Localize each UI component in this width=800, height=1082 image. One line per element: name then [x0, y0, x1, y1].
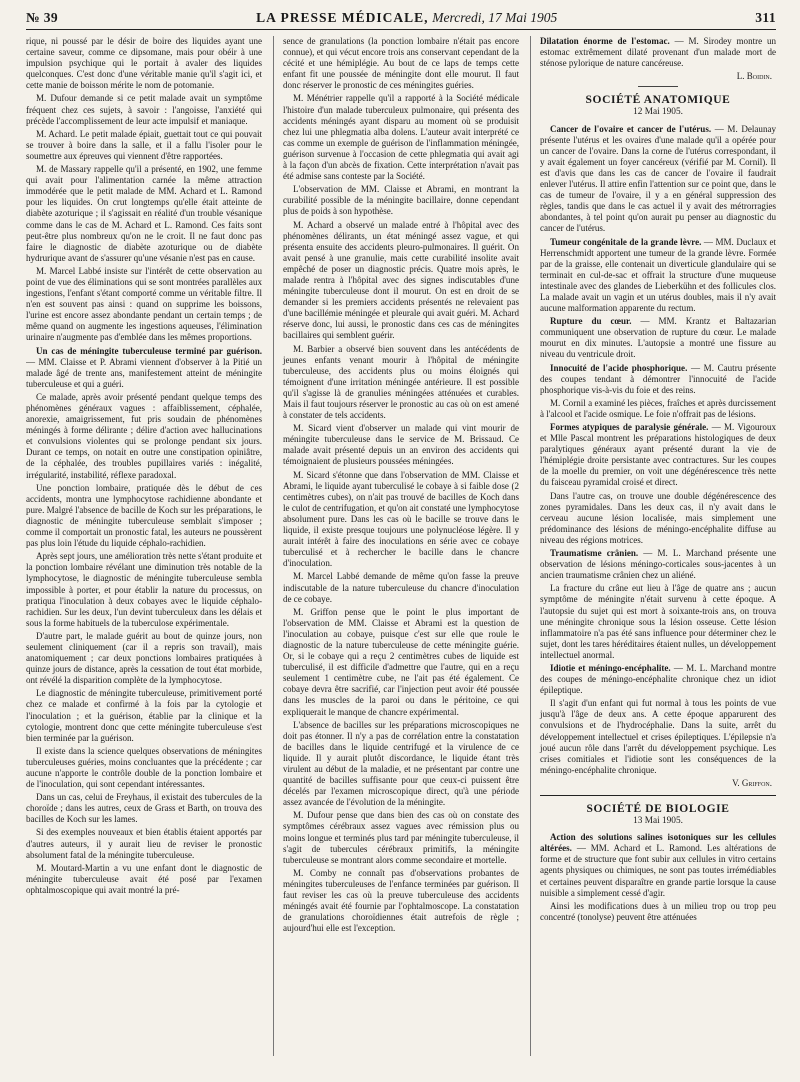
paragraph: Après sept jours, une amélioration très nette s'étant produite et la ponction lombaire révélant une diminution très notable de la lymphocytose, le diagnostic de méningite tuberculeuse sembla impossible à porter, et pour établir la nature du processus, on pratiqua l'inoculation à deux cobayes avec le liquide céphalo-rachidien. Sur les deux, l'un devint tuberculeux dans les délais et sous la forme habituels de la tuberculose expérimentale.	[26, 551, 262, 628]
signature: V. Griffon.	[732, 777, 772, 788]
section-paragraph	[540, 548, 776, 581]
paragraph: Une ponction lombaire, pratiquée dès le début de ces accidents, montra une lymphocytose rachidienne abondante et pure. Malgré l'absence de bacille de Koch sur les préparations, le diagnostic de méningite tuberculeuse semblait s'imposer ; comme il comportait un pronostic fatal, les auteurs ne poussèrent pas plus loin l'étude du liquide céphalo-rachidien.	[26, 482, 262, 549]
paragraph: Dans un cas, celui de Freyhaus, il existait des tubercules de la choroïde ; dans les autres, ceux de Grass et Barth, on trouva des bacilles de Koch sur les lames.	[26, 792, 262, 825]
paragraph-text: — M. L. Marchand montre des coupes de méningo-encéphalite chronique chez un idiot épileptique.	[540, 662, 776, 696]
paragraph-text: — M. Delaunay présente l'utérus et les ovaires d'une malade qu'il a opérée pour un cancer de l'ovaire. Dans la corne de l'utérus correspondant, il y avait également un foyer cancéreux (vérifié par M. Cornil). Il est d'avis que dans les cas de cancer de l'ovaire il faudrait enlever l'utérus. Il attire enfin l'attention sur ce point que, dans le cas de tumeur de l'ovaire, il y a en général suppression des règles, tandis que dans le cas actuel il y avait des métrorragies abondantes, à tel point qu'on aurait pu penser au diagnostic du cancer de l'utérus.	[540, 123, 776, 234]
paragraph: M. Sicard vient d'observer un malade qui vint mourir de méningite tuberculeuse dans le service de M. Brissaud. Ce malade avait présenté depuis un an environ des accidents qui témoignaient de plusieurs poussées méningées.	[283, 423, 519, 467]
paragraph: rique, ni poussé par le désir de boire des liquides ayant une certaine saveur, comme ce dipsomane, mais pour obéir à une impulsion psychique qui le portait à avaler des liquides quelconques. C'est donc d'une véritable manie qu'il s'agit ici, et cette manie de boisson mérite le nom de potomanie.	[26, 36, 262, 91]
paragraph: M. Griffon pense que le point le plus important de l'observation de MM. Claisse et Abrami est la question de l'inoculation au cobaye, puisque c'est sur elle que roule le diagnostic de la nature tuberculeuse de cette méningite guérie. Or, si le cobaye qui a reçu 2 centimètres cubes de liquide est tuberculisé, il est difficile d'admettre que l'autre, qui en a reçu seulement 1 centimètre cube, ne l'ait pas été également. Ce cobaye devra être sacrifié, car l'injection peut avoir été poussée dans les muscles de la paroi ou dans le péritoine, ce qui expliquerait le manque de chancre expérimental.	[283, 606, 519, 717]
paragraph: Le diagnostic de méningite tuberculeuse, primitivement porté chez ce malade et confirmé à la fois par la cytologie et l'inoculation ; et la guérison, établie par la clinique et la cytologie, montrent donc que cette méningite tuberculeuse s'est bien terminée par la guérison.	[26, 688, 262, 743]
section-paragraph	[540, 124, 776, 235]
paragraph: M. Cornil a examiné les pièces, fraîches et après durcissement à l'alcool et l'acide osmique. Le foie n'offrait pas de lésions.	[540, 397, 776, 419]
paragraph: L'absence de bacilles sur les préparations microscopiques ne doit pas étonner. Il n'y a pas de corrélation entre la constatation de bacilles dans le liquide centrifugé et la virulence de ce liquide. Il y aurait plutôt discordance, le liquide étant très virulent au début de la maladie, et ne présentant par contre une quantité de bacilles suffisante pour que ceux-ci puissent être décelés par l'examen microscopique direct, qu'à une période assez avancée de l'évolution de la méningite.	[283, 719, 519, 808]
section-paragraph	[540, 422, 776, 489]
paragraph: Ce malade, après avoir présenté pendant quelque temps des phénomènes généraux vagues : affaiblissement, céphalée, anorexie, amaigrissement, fut pris soudain de phénomènes méningés à forme délirante ; délire d'action avec hallucinations et convulsions violentes qui se prolonge pendant six jours. Durant ce temps, on notait en outre une constipation opiniâtre, de la céphalée, des troubles pupillaires variés : inégalité, irrégularité, instabilité, réflexe paradoxal.	[26, 391, 262, 480]
section-paragraph	[540, 237, 776, 315]
paragraph-text: — M. Sirodey montre un estomac extrêmement dilaté provenant d'un malade mort de sténose pylorique de nature cancéreuse.	[540, 36, 776, 69]
paragraph: L'observation de MM. Claisse et Abrami, en montrant la curabilité possible de la méningite bacillaire, donne cependant plus de poids à son hypothèse.	[283, 184, 519, 217]
paragraph: Si des exemples nouveaux et bien établis étaient apportés par d'autres auteurs, il y aurait lieu de reviser le pronostic absolument fatal de la méningite tuberculeuse.	[26, 827, 262, 860]
section-heading: Action des solutions salines isotoniques sur les cellules altérées.	[540, 832, 776, 854]
journal-title: LA PRESSE MÉDICALE,	[256, 10, 429, 25]
paragraph: M. Barbier a observé bien souvent dans les antécédents de jeunes enfants venant mourir à l'hôpital de méningite tuberculeuse, des accidents plus ou moins éloignés qui témoignent d'une irritation méningée antérieure. Il est possible qu'il s'agisse là de granulies méningées atténuées et curables. Mais il faut toujours réserver le pronostic au cas où on est amené à constater de tels accidents.	[283, 343, 519, 421]
section-heading: Cancer de l'ovaire et cancer de l'utérus.	[550, 123, 712, 134]
column-2	[273, 36, 519, 1056]
section-paragraph	[540, 36, 776, 69]
session-date: 12 Mai 1905.	[633, 107, 683, 118]
page-header	[26, 10, 776, 30]
section-heading: Formes atypiques de paralysie générale.	[550, 422, 709, 432]
columns	[26, 36, 776, 1056]
section-paragraph	[540, 663, 776, 696]
paragraph-text: — M. L. Marchand présente une observation de lésions méningo-corticales sous-jacentes à un ancien traumatisme crânien chez un aliéné.	[540, 548, 776, 581]
paragraph: D'autre part, le malade guérit au bout de quinze jours, non seulement cliniquement (car il a repris son travail), mais anatomiquement ; car deux ponctions lombaires pratiquées à quinze jours de distance, après la cessation de tout état morbide, ont révélé la disparition complète de la lymphocytose.	[26, 630, 262, 686]
masthead	[256, 10, 557, 26]
paragraph: M. Moutard-Martin a vu une enfant dont le diagnostic de méningite tuberculeuse avait été posé par l'examen ophtalmoscopique qui avait montré la pré-	[26, 862, 262, 895]
paragraph: Il s'agit d'un enfant qui fut normal à tous les points de vue jusqu'à l'âge de deux ans. A cette époque apparurent des convulsions et de l'hydrocéphalie. Dans la suite, arrêt du développement intellectuel et crises épileptiques. L'épilepsie n'a joué aucun rôle dans l'arrêt du développement psychique. Les crises comitiales et l'idiotie sont les conséquences de la méningo-encéphalite chronique.	[540, 698, 776, 775]
paragraph: M. Dufour demande si ce petit malade avait un symptôme fréquent chez ces sujets, à savoir : l'angoisse, l'anxiété qui précède l'accomplissement de leur acte impulsif et maniaque.	[26, 93, 262, 126]
section-rule	[540, 795, 776, 796]
paragraph: sence de granulations (la ponction lombaire n'était pas encore connue), et qui vécut encore trois ans conservant cependant de la cécité et une hémiplégie. Au bout de ce laps de temps cette enfant fit une poussée de méningite dont elle mourut. Il faut donc réserver le pronostic de ces méningites guéries.	[283, 36, 519, 91]
paragraph-text: — MM. Claisse et P. Abrami viennent d'observer à la Pitié un malade âgé de trente ans, manifestement atteint de méningite tuberculeuse et qui a guéri.	[26, 356, 262, 389]
paragraph-text: — MM. Krantz et Baltazarian communiquent une observation de rupture du cœur. Le malade mourut en dix minutes. L'autopsie a montré une fissure au niveau du ventricule droit.	[540, 316, 776, 360]
issue-number: № 39	[26, 10, 59, 25]
society-heading: SOCIÉTÉ DE BIOLOGIE	[586, 803, 730, 815]
paragraph: M. Sicard s'étonne que dans l'observation de MM. Claisse et Abrami, le liquide ayant tuberculisé le cobaye à si faible dose (2 centimètres cubes), on n'ait pas trouvé de bacilles de Koch dans le culot de centrifugation, et qu'on ait constaté une lymphocytose absolument pure. Dans les cas où le bacille se trouve dans le liquide, il existe presque toujours une polynucléose légère. Il y aurait intérêt à faire des inoculations en série avec ce cobaye tuberculisé et à rechercher le bacille dans le chancre d'inoculation.	[283, 469, 519, 569]
section-heading: Un cas de méningite tuberculeuse terminé par guérison.	[36, 345, 262, 356]
section-heading: Rupture du cœur.	[550, 316, 632, 327]
page-number: 311	[755, 10, 776, 25]
section-heading: Innocuité de l'acide phosphorique.	[550, 362, 688, 373]
paragraph: M. Comby ne connaît pas d'observations probantes de méningites tuberculeuses de l'enfance terminées par guérison. Il faut reviser les cas où la preuve tuberculeuse des accidents méningés avait été fournie par l'ophtalmoscope. La constatation de granulations choroïdiennes était autrefois de règle ; aujourd'hui elle est l'exception.	[283, 867, 519, 934]
paragraph: M. Marcel Labbé demande de même qu'on fasse la preuve indiscutable de la nature tuberculeuse du chancre d'inoculation de ce cobaye.	[283, 571, 519, 604]
signature: L. Boidin.	[736, 71, 772, 82]
paragraph: Dans l'autre cas, on trouve une double dégénérescence des zones pyramidales. Dans les deux cas, il n'y avait dans le cerveau aucune lésion localisée, mais simplement une prédominance des lésions de méningo-encéphalite diffuse au niveau des régions motrices.	[540, 490, 776, 545]
section-paragraph	[26, 346, 262, 390]
issue-date: Mercredi, 17 Mai 1905	[432, 10, 558, 25]
paragraph: M. Achard a observé un malade entré à l'hôpital avec des phénomènes délirants, un état méningé assez vague, et qui présenta ensuite des accidents pleuro-pulmonaires. Il guérit. On avait pensé à une granulie, mais cette curabilité insolite avait empêché de poser un diagnostic précis. Quatre mois après, le malade rentra à l'hôpital avec des signes indiscutables d'une méningite tuberculeuse dont il mourut. On est en droit de se demander si les premiers accidents présentés ne relevaient pas d'une bacillémie méningée et pleurale qui avait guéri. M. Achard réserve donc, lui aussi, le pronostic dans ces cas de méningites bacillaires qui semblent guérir.	[283, 219, 519, 341]
divider	[638, 86, 678, 87]
section-paragraph	[540, 316, 776, 360]
section-heading: Tumeur congénitale de la grande lèvre.	[550, 236, 702, 247]
column-1	[26, 36, 262, 1056]
paragraph: Il existe dans la science quelques observations de méningites tuberculeuses guéries, moins concluantes que la précédente ; car aucune n'apporte le contrôle double de la ponction lombaire et de l'inoculation, qui sont cependant intéressantes.	[26, 745, 262, 790]
column-3	[530, 36, 776, 1056]
section-paragraph	[540, 363, 776, 396]
paragraph-text: — M. Vigouroux et Mlle Pascal montrent les préparations histologiques de deux paralytiques généraux ayant présenté durant la vie de l'hémiplégie droite persistante avec contractures. Sur les coupes de la moelle du premier, on voit une dégénérescence très nette du faisceau pyramidal croisé et direct.	[540, 422, 776, 488]
paragraph: M. Achard. Le petit malade épiait, guettait tout ce qui pouvait se trouver à boire dans la salle, et il a fallu l'isoler pour le soumettre aux épreuves qui viennent d'être rapportées.	[26, 128, 262, 161]
society-heading: SOCIÉTÉ ANATOMIQUE	[585, 94, 731, 107]
paragraph: M. Dufour pense que dans bien des cas où on constate des symptômes cérébraux assez vagues avec rémission plus ou moins longue et terminés plus tard par méningite tuberculeuse, il s'agit de tubercules cérébraux primitifs, la méningite tuberculeuse se montrant alors comme secondaire et mortelle.	[283, 810, 519, 865]
section-paragraph	[540, 832, 776, 899]
paragraph: Ainsi les modifications dues à un milieu trop ou trop peu concentré (tonolyse) peuvent être atténuées	[540, 900, 776, 922]
paragraph-text: — MM. Duclaux et Herrenschmidt apportent une tumeur de la grande lèvre. Formée par de la graisse, elle contenait un diverticule glandulaire qui se terminait en cul-de-sac et offrait la structure d'une muqueuse intestinale avec des glandes de Lieberkühn et des follicules clos. La malade avait un vagin et un utérus doubles, mais il n'y avait aucune malformation apparente du rectum.	[540, 236, 776, 314]
section-heading: Idiotie et méningo-encéphalite.	[550, 662, 671, 673]
paragraph: La fracture du crâne eut lieu à l'âge de quatre ans ; aucun symptôme de méningite n'était survenu à cette époque. A l'autopsie du sujet qui est mort à soixante-trois ans, on trouva une méningite chronique sous la lésion osseuse. Cette lésion inflammatoire n'a pas été sans influence pour déterminer chez le sujet, dont les tares héréditaires étaient nulles, un développement intellectuel anormal.	[540, 583, 776, 660]
paragraph-text: — MM. Achard et L. Ramond. Les altérations de forme et de structure que font subir aux cellules in vitro certains agents physiques ou chimiques, ne sont pas toutes irrémédiables et certaines peuvent disparaître en grande partie lorsque la cause nuisible a simplement cessé d'agir.	[540, 843, 776, 898]
session-date: 13 Mai 1905.	[633, 816, 683, 827]
paragraph: M. Ménétrier rappelle qu'il a rapporté à la Société médicale l'histoire d'un malade tuberculeux pulmonaire, qui présenta des accidents méningés ayant disparu au moment où se produisit chez lui une phlegmatia alba dolens. L'auteur avait interprété ce cas comme un exemple de guérison de l'inflammation méningée, guérison survenue à l'occasion de cette phlegmatia qui avait agi à la façon d'un abcès de fixation. Cette interprétation n'avait pas été admise sans conteste par la Société.	[283, 93, 519, 182]
paragraph-text: — M. Cautru présente des coupes tendant à démontrer l'innocuité de l'acide phosphorique vis-à-vis du foie et des reins.	[540, 362, 776, 395]
section-heading: Dilatation énorme de l'estomac.	[540, 36, 670, 46]
paragraph: M. de Massary rappelle qu'il a présenté, en 1902, une femme qui avait pour l'alimentation carnée la même attraction immodérée que le petit malade de MM. Achard et L. Ramond pour les liquides. On crut longtemps qu'elle était atteinte de diabète azoturique ; il s'agissait en réalité d'un trouble vésanique comme dans le cas de M. Achard et L. Ramond. Ces faits sont peut-être plus nombreux qu'on ne le croit. Il ne faut donc pas faire le diagnostic de diabète azoturique ou de diabète hydrurique avant de s'assurer qu'une vésanie n'est pas en cause.	[26, 164, 262, 263]
paragraph: M. Marcel Labbé insiste sur l'intérêt de cette observation au point de vue des éliminations qui se sont montrées parallèles aux ingestions, l'enfant s'étant comporté comme un véritable filtre. Il n'en est souvent pas ainsi : quand on supprime les boissons, l'urine est encore assez abondante pendant un certain temps ; de même quand on augmente les ingestions aqueuses, l'élimination urinaire n'augmente pas d'emblée dans les mêmes proportions.	[26, 265, 262, 343]
section-heading: Traumatisme crânien.	[550, 548, 639, 559]
